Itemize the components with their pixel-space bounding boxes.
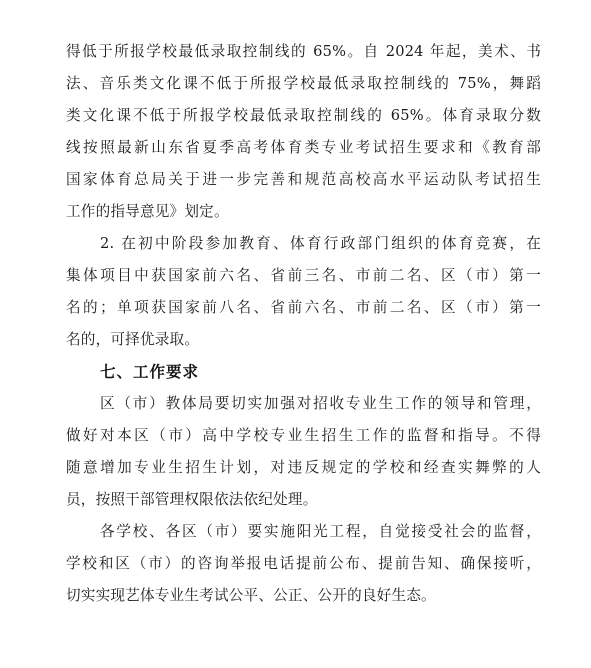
text-line: 学校和区（市）的咨询举报电话提前公布、提前告知、确保接听， (66, 555, 541, 572)
text-line: 名的，可择优录取。 (66, 331, 200, 348)
text-line: 做好对本区（市）高中学校专业生招生工作的监督和指导。不得 (66, 427, 541, 444)
text-line: 员，按照干部管理权限依法依纪处理。 (66, 491, 318, 508)
text-line: 得低于所报学校最低录取控制线的 65%。自 2024 年起，美术、书 (66, 43, 541, 60)
text-line: 2. 在初中阶段参加教育、体育行政部门组织的体育竞赛，在 (100, 235, 541, 252)
section-heading: 七、工作要求 (100, 363, 200, 381)
text-line: 工作的指导意见》划定。 (66, 203, 229, 220)
text-line: 集体项目中获国家前六名、省前三名、市前二名、区（市）第一 (66, 267, 541, 284)
text-line: 区（市）教体局要切实加强对招收专业生工作的领导和管理， (100, 395, 541, 412)
text-line: 线按照最新山东省夏季高考体育类专业考试招生要求和《教育部 (66, 139, 541, 156)
text-line: 法、音乐类文化课不低于所报学校最低录取控制线的 75%，舞蹈 (66, 75, 541, 92)
text-line: 国家体育总局关于进一步完善和规范高校高水平运动队考试招生 (66, 171, 541, 188)
text-line: 随意增加专业生招生计划，对违反规定的学校和经查实舞弊的人 (66, 459, 541, 476)
text-line: 名的；单项获国家前八名、省前六名、市前二名、区（市）第一 (66, 299, 541, 316)
text-line: 切实实现艺体专业生考试公平、公正、公开的良好生态。 (66, 587, 436, 604)
text-line: 各学校、各区（市）要实施阳光工程，自觉接受社会的监督， (100, 523, 541, 540)
text-line: 类文化课不低于所报学校最低录取控制线的 65%。体育录取分数 (66, 107, 541, 124)
